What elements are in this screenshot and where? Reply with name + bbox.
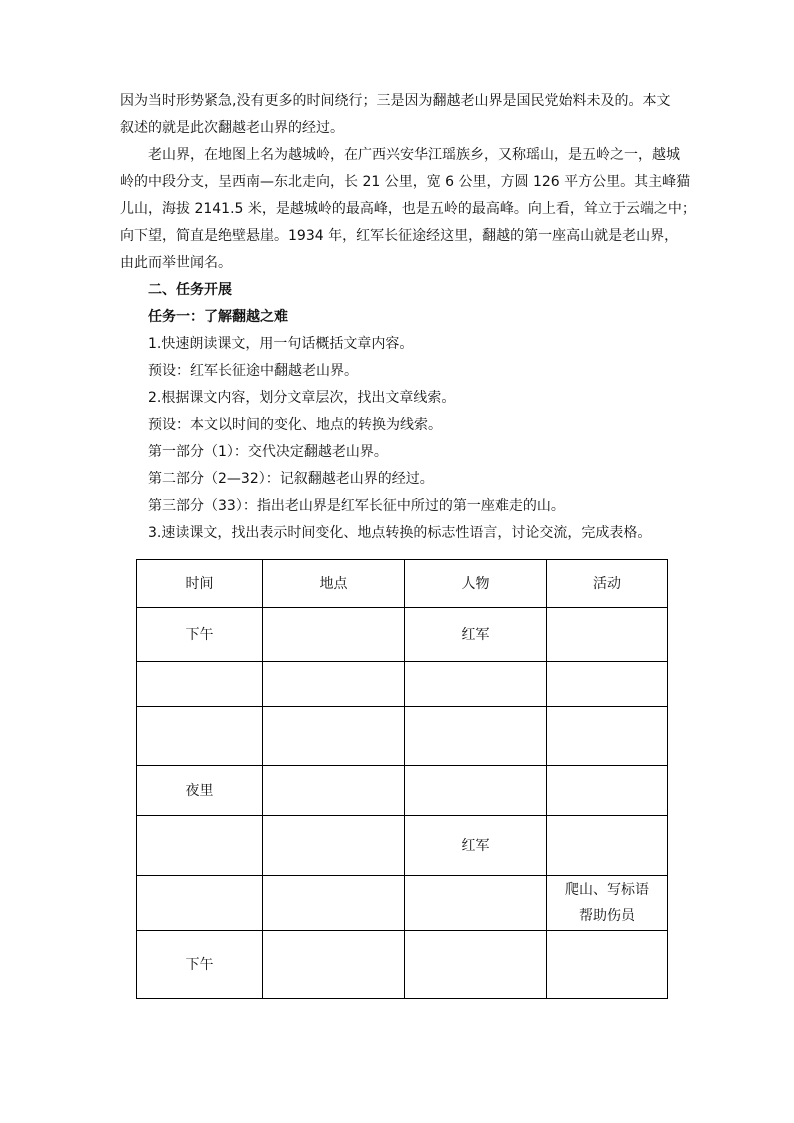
table-cell: [547, 662, 668, 707]
table-cell: [547, 707, 668, 766]
table-cell: [137, 816, 263, 876]
section-heading: 二、任务开展: [148, 282, 232, 298]
table-header-cell: 活动: [547, 560, 668, 608]
text-line: 第一部分（1）：交代决定翻越老山界。: [148, 444, 388, 460]
table-cell: [547, 608, 668, 662]
section-heading: 任务一：了解翻越之难: [148, 309, 288, 325]
table-cell: [263, 931, 405, 999]
text-line: 叙述的就是此次翻越老山界的经过。: [120, 120, 344, 136]
table-header-cell: 人物: [405, 560, 547, 608]
table-row: [137, 816, 668, 876]
table-cell: [137, 707, 263, 766]
table-row: [137, 662, 668, 707]
table-cell: 红军: [405, 816, 547, 876]
table-cell: [137, 662, 263, 707]
table-cell: [405, 931, 547, 999]
table-cell: 下午: [137, 608, 263, 662]
table-cell: [547, 931, 668, 999]
table-header-cell: 地点: [263, 560, 405, 608]
text-line: 3.速读课文，找出表示时间变化、地点转换的标志性语言，讨论交流，完成表格。: [148, 525, 652, 541]
text-line: 2.根据课文内容，划分文章层次，找出文章线索。: [148, 390, 456, 406]
text-line: 预设：红军长征途中翻越老山界。: [148, 363, 358, 379]
table-body: [137, 608, 668, 999]
table-cell: [547, 766, 668, 816]
table-row: [137, 876, 668, 931]
text-line: 第二部分（2—32）：记叙翻越老山界的经过。: [148, 471, 434, 487]
table-cell: [405, 766, 547, 816]
table-cell: [405, 662, 547, 707]
table-row: [137, 931, 668, 999]
table-cell: [263, 707, 405, 766]
table-cell: 夜里: [137, 766, 263, 816]
text-line: 老山界，在地图上名为越城岭，在广西兴安华江瑶族乡，又称瑶山，是五岭之一，越城: [148, 147, 680, 163]
table-header-row: [137, 560, 668, 608]
text-line: 1.快速朗读课文，用一句话概括文章内容。: [148, 336, 414, 352]
table-cell: [263, 876, 405, 931]
table-header-cell: 时间: [137, 560, 263, 608]
table-cell: 下午: [137, 931, 263, 999]
table-cell: [263, 816, 405, 876]
document-body: [120, 88, 696, 547]
text-line: 向下望，简直是绝壁悬崖。1934 年，红军长征途经这里，翻越的第一座高山就是老山界，: [120, 228, 679, 244]
text-line: 由此而举世闻名。: [120, 255, 232, 271]
table-cell: 爬山、写标语 帮助伤员: [547, 876, 668, 931]
table-cell: [547, 816, 668, 876]
table-row: [137, 608, 668, 662]
text-line: 岭的中段分支，呈西南—东北走向，长 21 公里，宽 6 公里，方圆 126 平方公里。其主峰猫: [120, 174, 691, 190]
text-line: 因为当时形势紧急,没有更多的时间绕行；三是因为翻越老山界是国民党始料未及的。本文: [120, 93, 671, 109]
table-row: [137, 766, 668, 816]
table-cell: [263, 608, 405, 662]
task-table: [136, 559, 668, 999]
table-cell: 红军: [405, 608, 547, 662]
table-cell: [405, 876, 547, 931]
text-line: 儿山，海拔 2141.5 米，是越城岭的最高峰，也是五岭的最高峰。向上看，耸立于云端之中；: [120, 201, 696, 217]
table-cell: [137, 876, 263, 931]
text-line: 第三部分（33）：指出老山界是红军长征中所过的第一座难走的山。: [148, 498, 565, 514]
text-line: 预设：本文以时间的变化、地点的转换为线索。: [148, 417, 442, 433]
table-cell: [263, 766, 405, 816]
table-cell: [405, 707, 547, 766]
table-row: [137, 707, 668, 766]
table-cell: [263, 662, 405, 707]
